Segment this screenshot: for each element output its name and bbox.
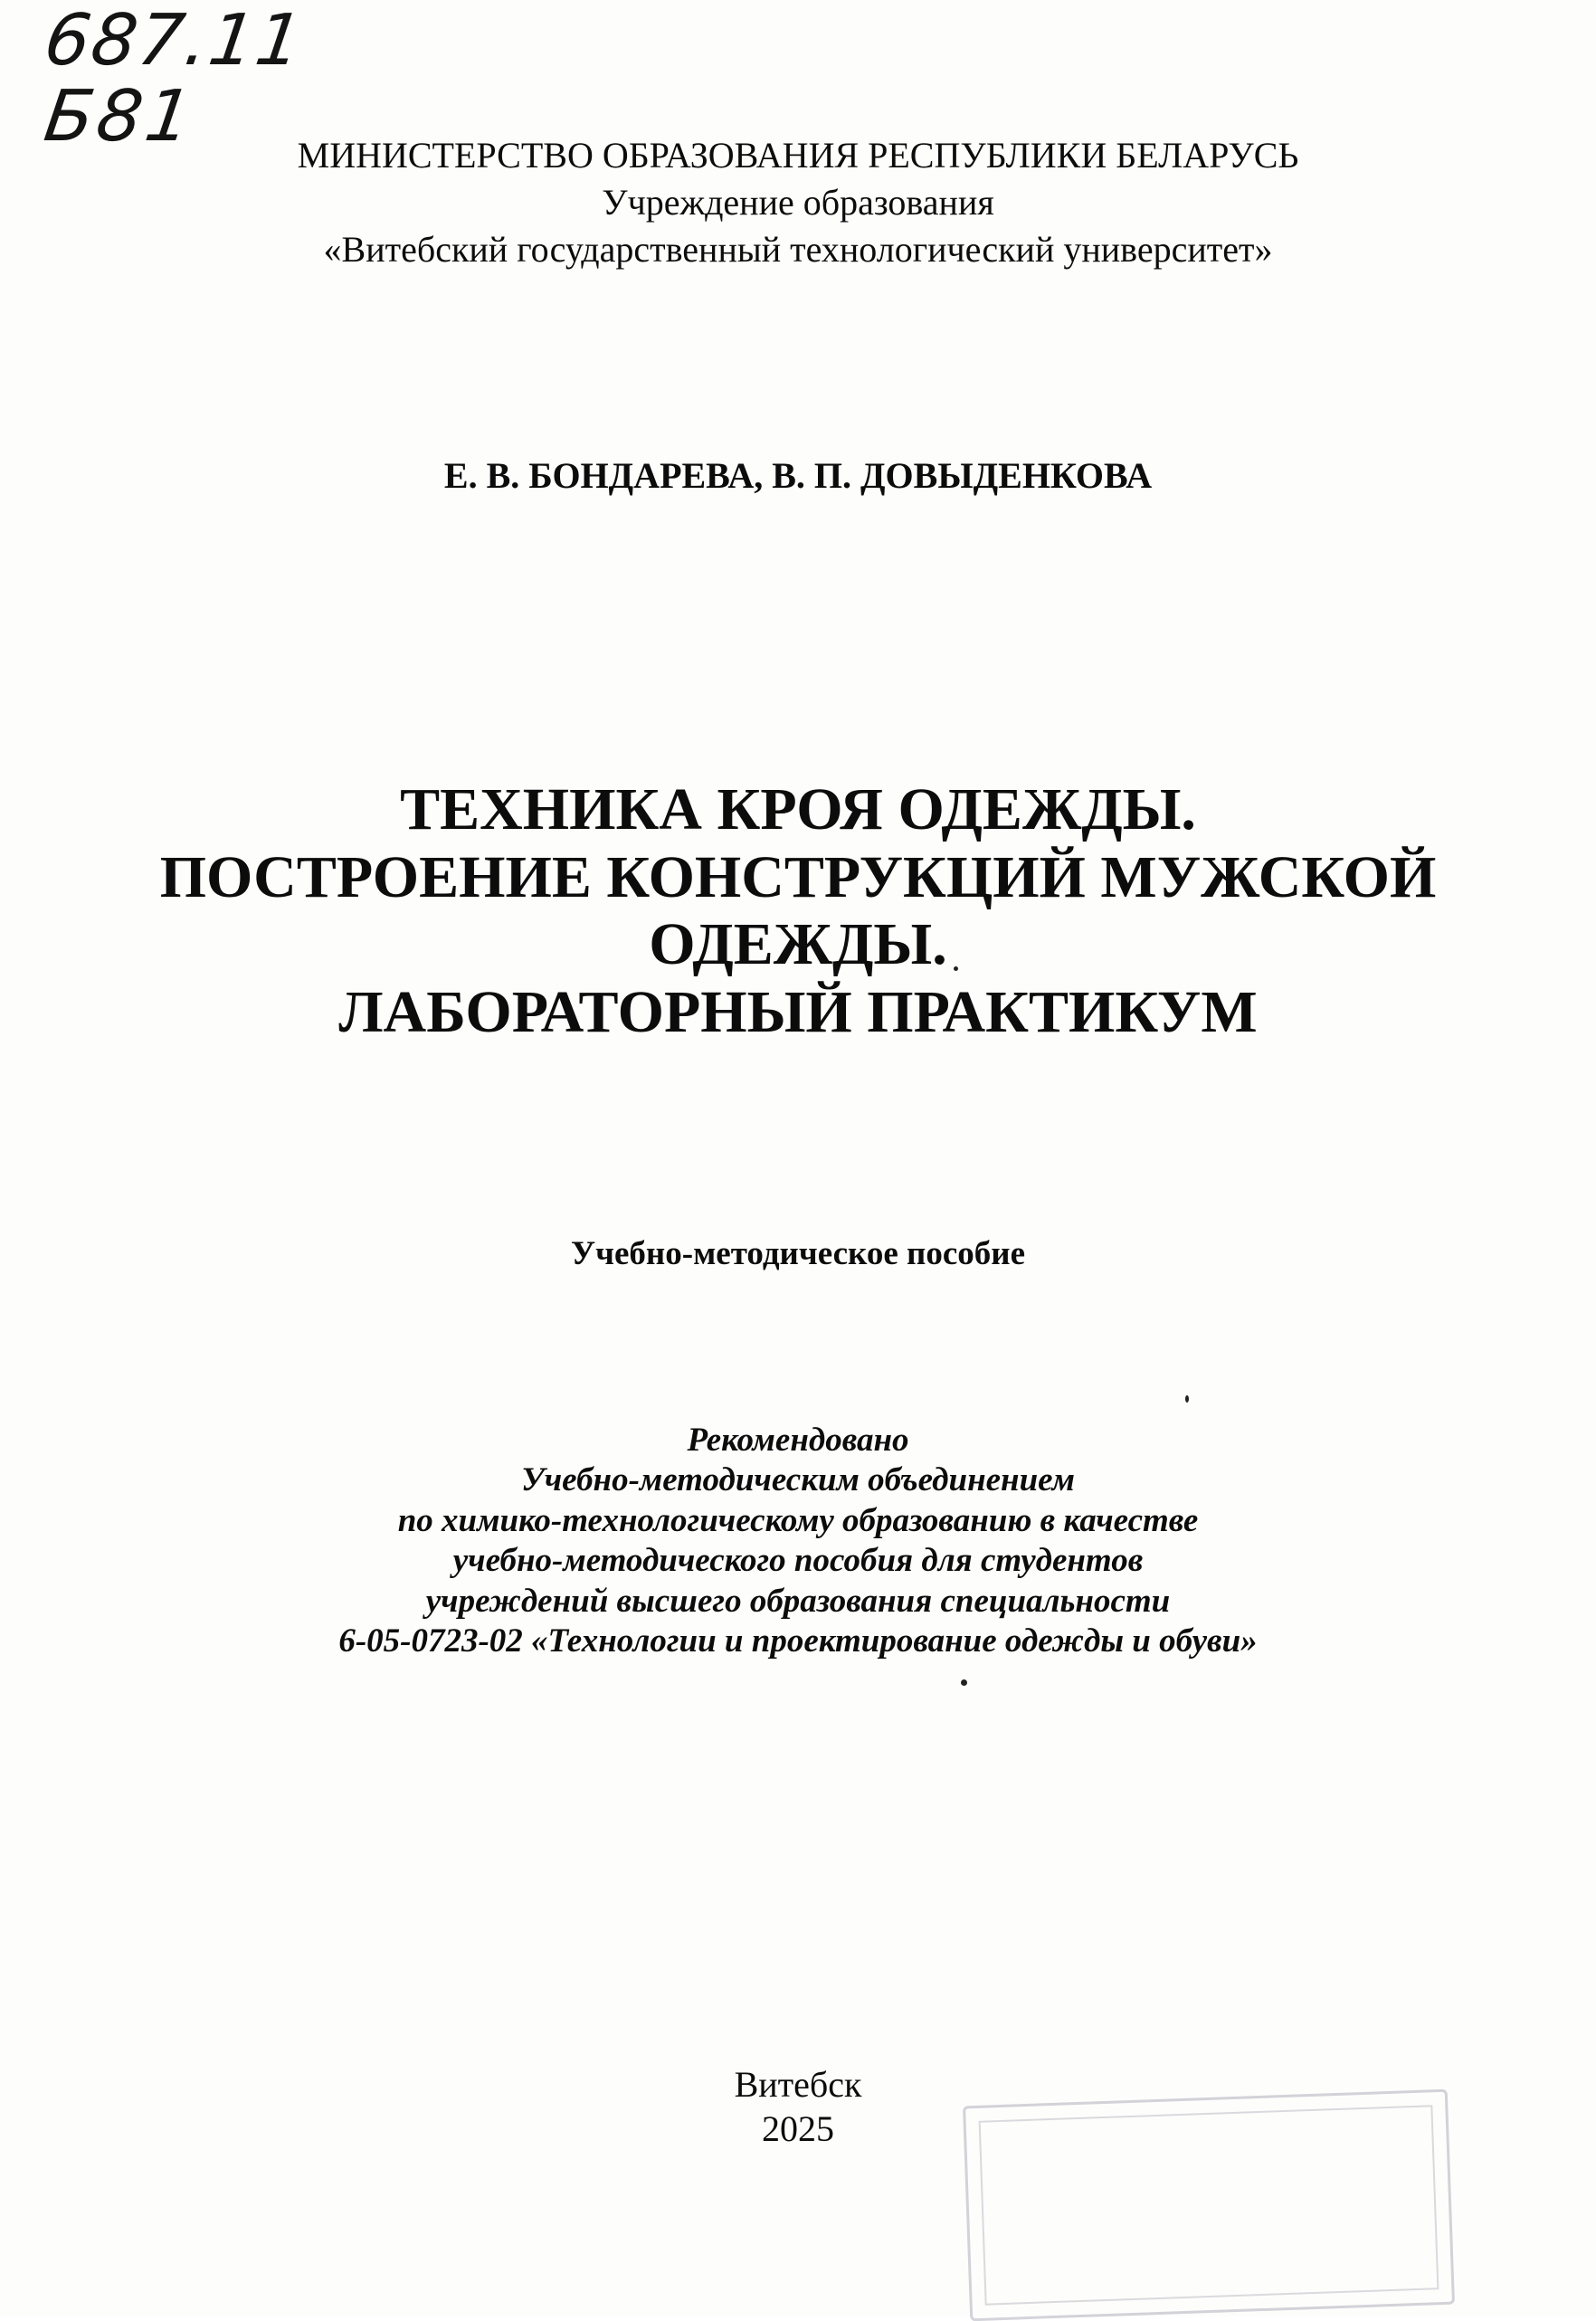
title-line: ПОСТРОЕНИЕ КОНСТРУКЦИЙ МУЖСКОЙ bbox=[159, 843, 1437, 910]
title-line: ТЕХНИКА КРОЯ ОДЕЖДЫ. bbox=[400, 776, 1196, 842]
university-name: «Витебский государственный технологический университет» bbox=[323, 229, 1273, 270]
scan-speck bbox=[954, 966, 958, 971]
authors: Е. В. БОНДАРЕВА, В. П. ДОВЫДЕНКОВА bbox=[443, 455, 1153, 496]
page-title bbox=[0, 776, 1596, 1046]
ministry-name: МИНИСТЕРСТВО ОБРАЗОВАНИЯ РЕСПУБЛИКИ БЕЛАРУСЬ bbox=[297, 135, 1299, 176]
year: 2025 bbox=[762, 2107, 834, 2149]
library-shelfmark bbox=[39, 0, 309, 157]
institution-label: Учреждение образования bbox=[602, 182, 994, 223]
scan-speck bbox=[1185, 1395, 1189, 1403]
classification-code: 687.11 bbox=[39, 0, 309, 81]
recommendation-line: учебно-методического пособия для студентов bbox=[452, 1542, 1144, 1580]
city: Витебск bbox=[734, 2064, 862, 2105]
title-line: ЛАБОРАТОРНЫЙ ПРАКТИКУМ bbox=[338, 978, 1258, 1045]
document-type: Учебно-методическое пособие bbox=[570, 1235, 1025, 1272]
title-line: ОДЕЖДЫ. bbox=[649, 911, 947, 978]
recommendation-line: 6-05-0723-02 «Технологии и проектирование одежды и обуви» bbox=[338, 1622, 1258, 1660]
recommendation-line: Рекомендовано bbox=[687, 1422, 909, 1459]
recommendation-line: учреждений высшего образования специальности bbox=[425, 1582, 1171, 1620]
author-mark: Б81 bbox=[39, 76, 201, 157]
recommendation-line: Учебно-методическим объединением bbox=[520, 1461, 1076, 1499]
scan-speck bbox=[961, 1679, 967, 1686]
recommendation-line: по химико-технологическому образованию в качестве bbox=[397, 1501, 1199, 1539]
recommendation-block bbox=[0, 1421, 1596, 1661]
publication-place-year bbox=[0, 2063, 1596, 2152]
